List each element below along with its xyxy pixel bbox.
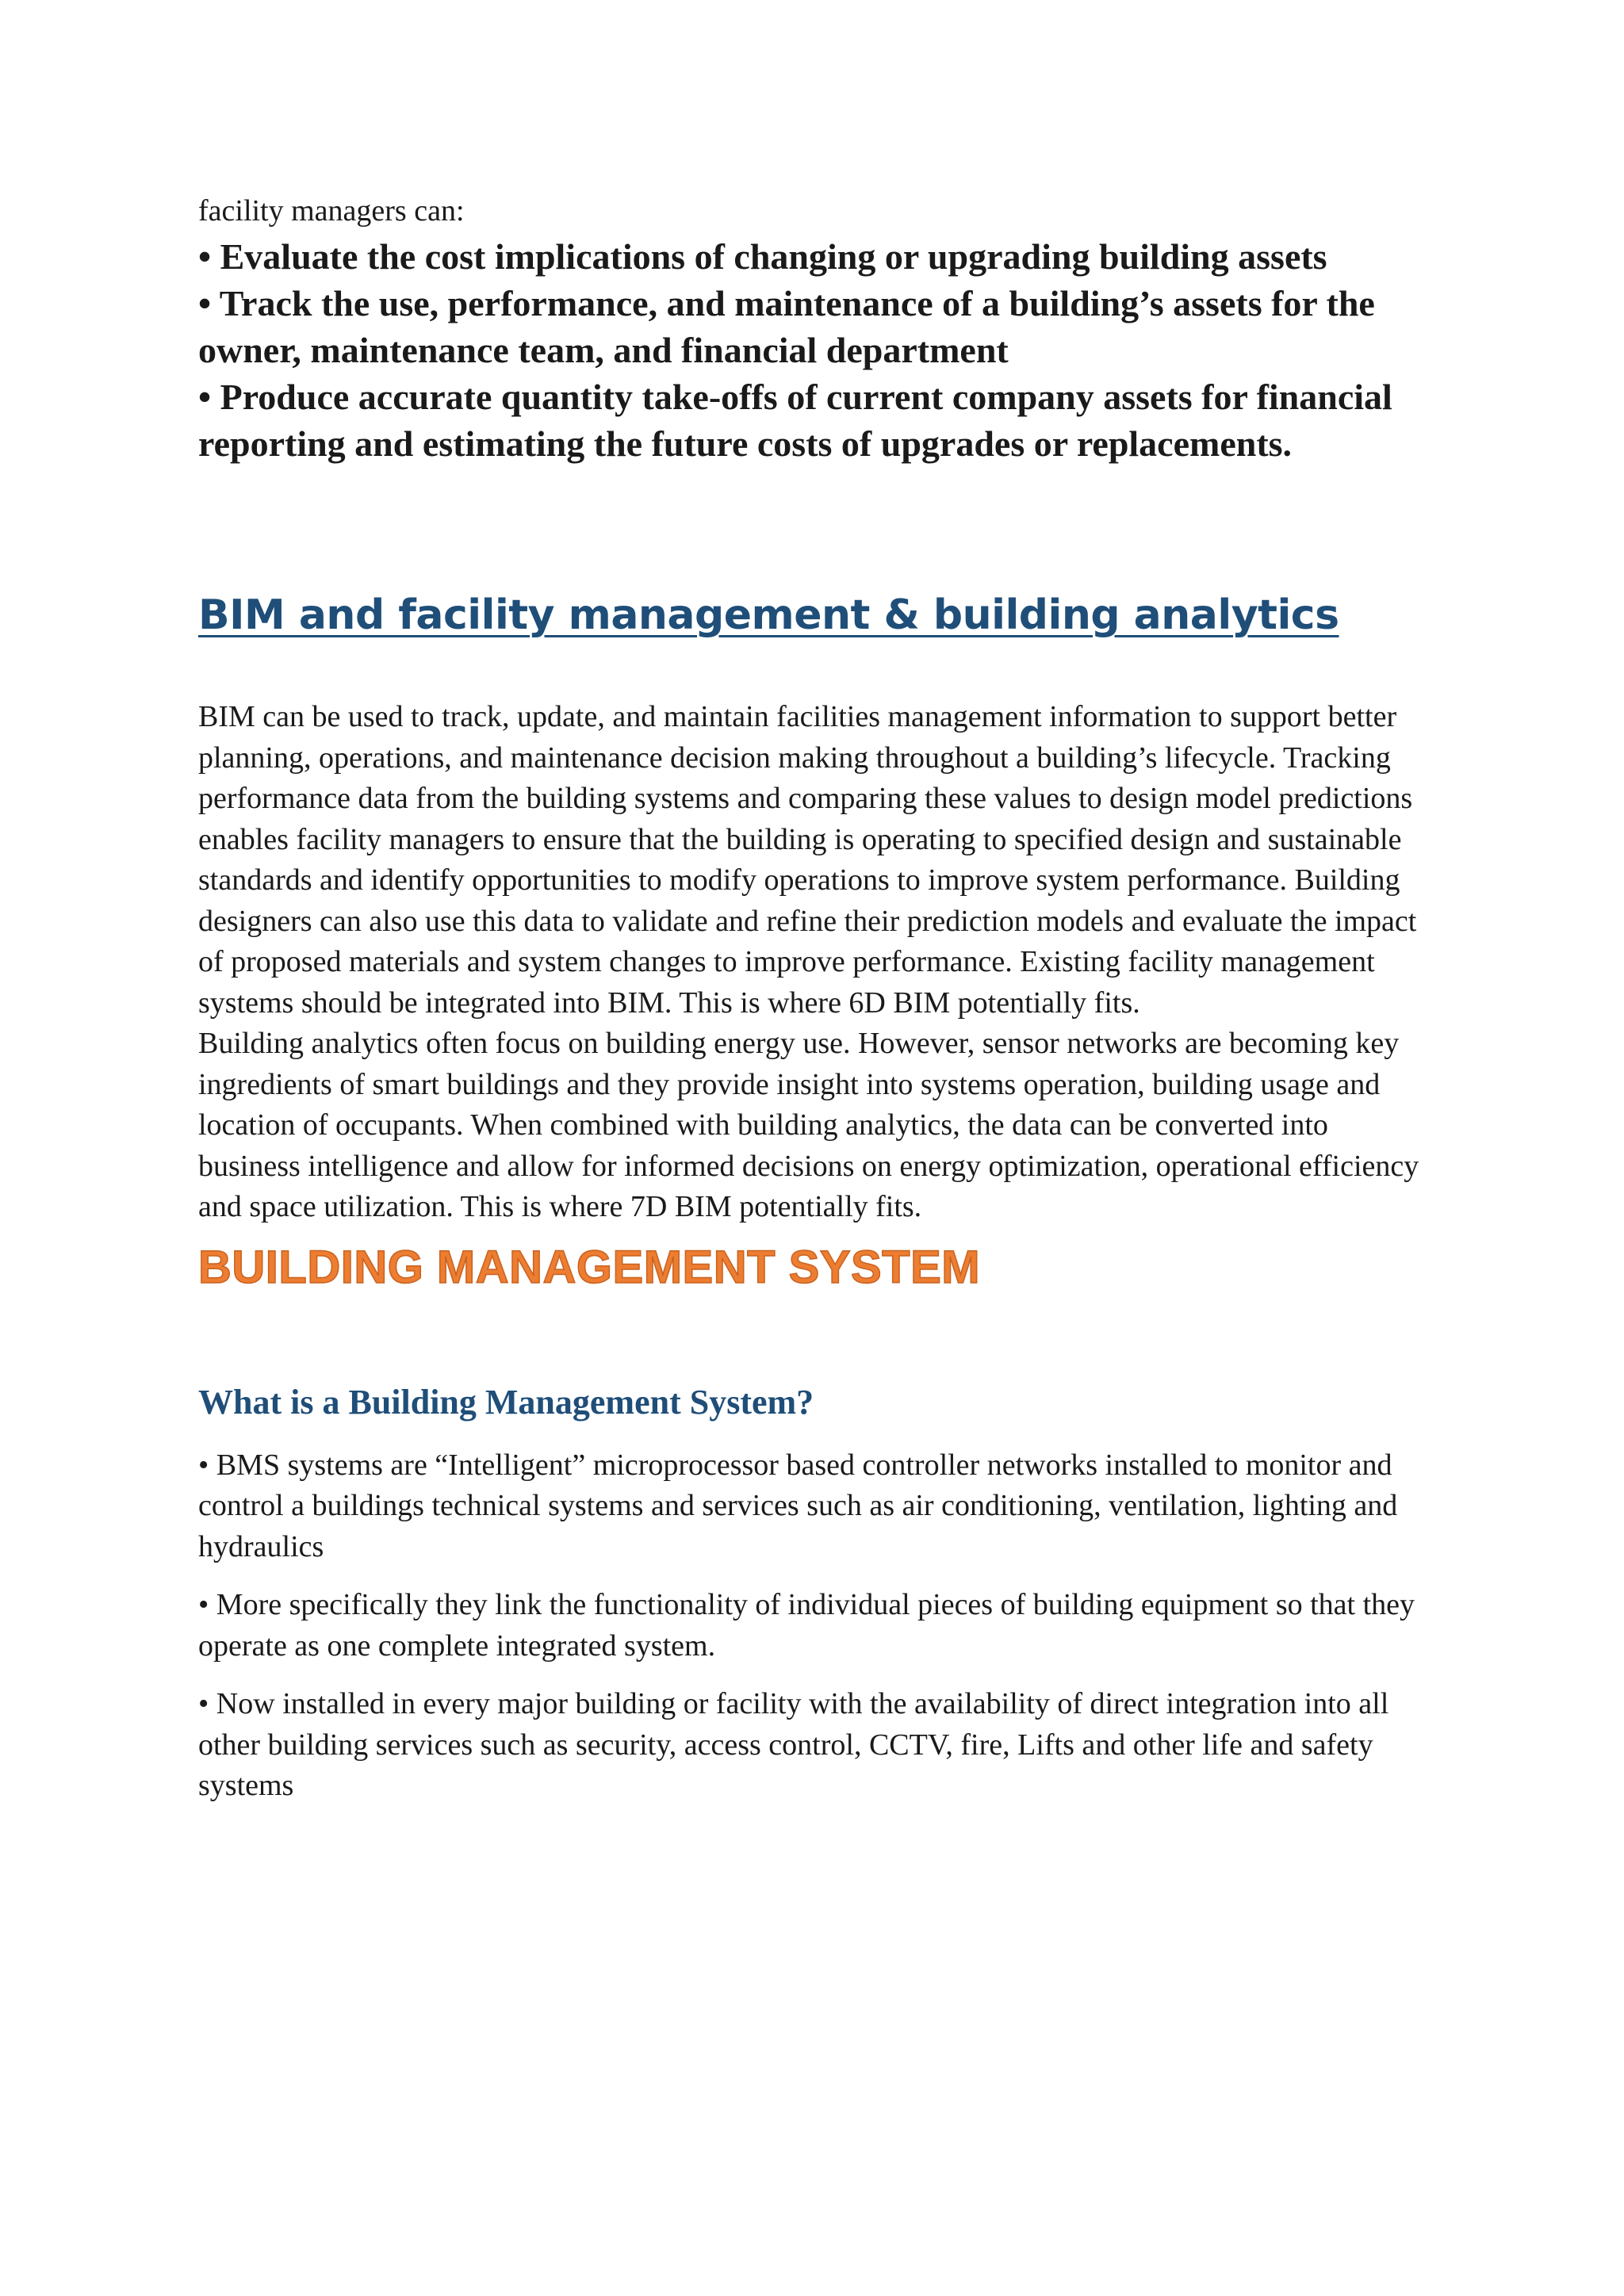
- facility-capabilities-list: [198, 233, 1435, 467]
- paragraph-building-analytics: Building analytics often focus on building energy use. However, sensor networks are becoming key ingredients of smart buildings and they provide insight into systems operation, building usage and location of occupants. When combined with building analytics, the data can be converted into business intelligence and allow for informed decisions on energy optimization, operational efficiency and space utilization. This is where 7D BIM potentially fits.: [198, 1027, 1419, 1223]
- paragraph-bim-facility-management: BIM can be used to track, update, and maintain facilities management information to support better planning, operations, and maintenance decision making throughout a building’s lifecycle. Tracking performance data from the building systems and comparing these values to design model predictions enables facility managers to ensure that the building is operating to specified design and sustainable standards and identify opportunities to modify operations to improve system performance. Building designers can also use this data to validate and refine their prediction models and evaluate the impact of proposed materials and system changes to improve performance. Existing facility management systems should be integrated into BIM. This is where 6D BIM potentially fits.: [198, 700, 1417, 1020]
- bms-bullet: • Now installed in every major building or facility with the availability of direct integration into all other building services such as security, access control, CCTV, fire, Lifts and other life and safety systems: [198, 1687, 1389, 1802]
- bms-bullet: • More specifically they link the functionality of individual pieces of building equipment so that they operate as one complete integrated system.: [198, 1588, 1415, 1663]
- subheading-what-is-bms: What is a Building Management System?: [198, 1382, 814, 1422]
- section-heading-bms: BUILDING MANAGEMENT SYSTEM: [198, 1241, 981, 1293]
- list-item: • Produce accurate quantity take-offs of current company assets for financial reporting and estimating the future costs of upgrades or replacements.: [198, 377, 1392, 464]
- list-item: • Track the use, performance, and maintenance of a building’s assets for the owner, maintenance team, and financial department: [198, 283, 1375, 370]
- intro-line: facility managers can:: [198, 194, 465, 228]
- bms-bullet: • BMS systems are “Intelligent” microprocessor based controller networks installed to monitor and control a buildings technical systems and services such as air conditioning, ventilation, lighting and hydraulics: [198, 1448, 1398, 1563]
- list-item: • Evaluate the cost implications of changing or upgrading building assets: [198, 236, 1327, 277]
- document-page: [198, 190, 1435, 1807]
- section-heading-bim-analytics: BIM and facility management & building analytics: [198, 591, 1339, 639]
